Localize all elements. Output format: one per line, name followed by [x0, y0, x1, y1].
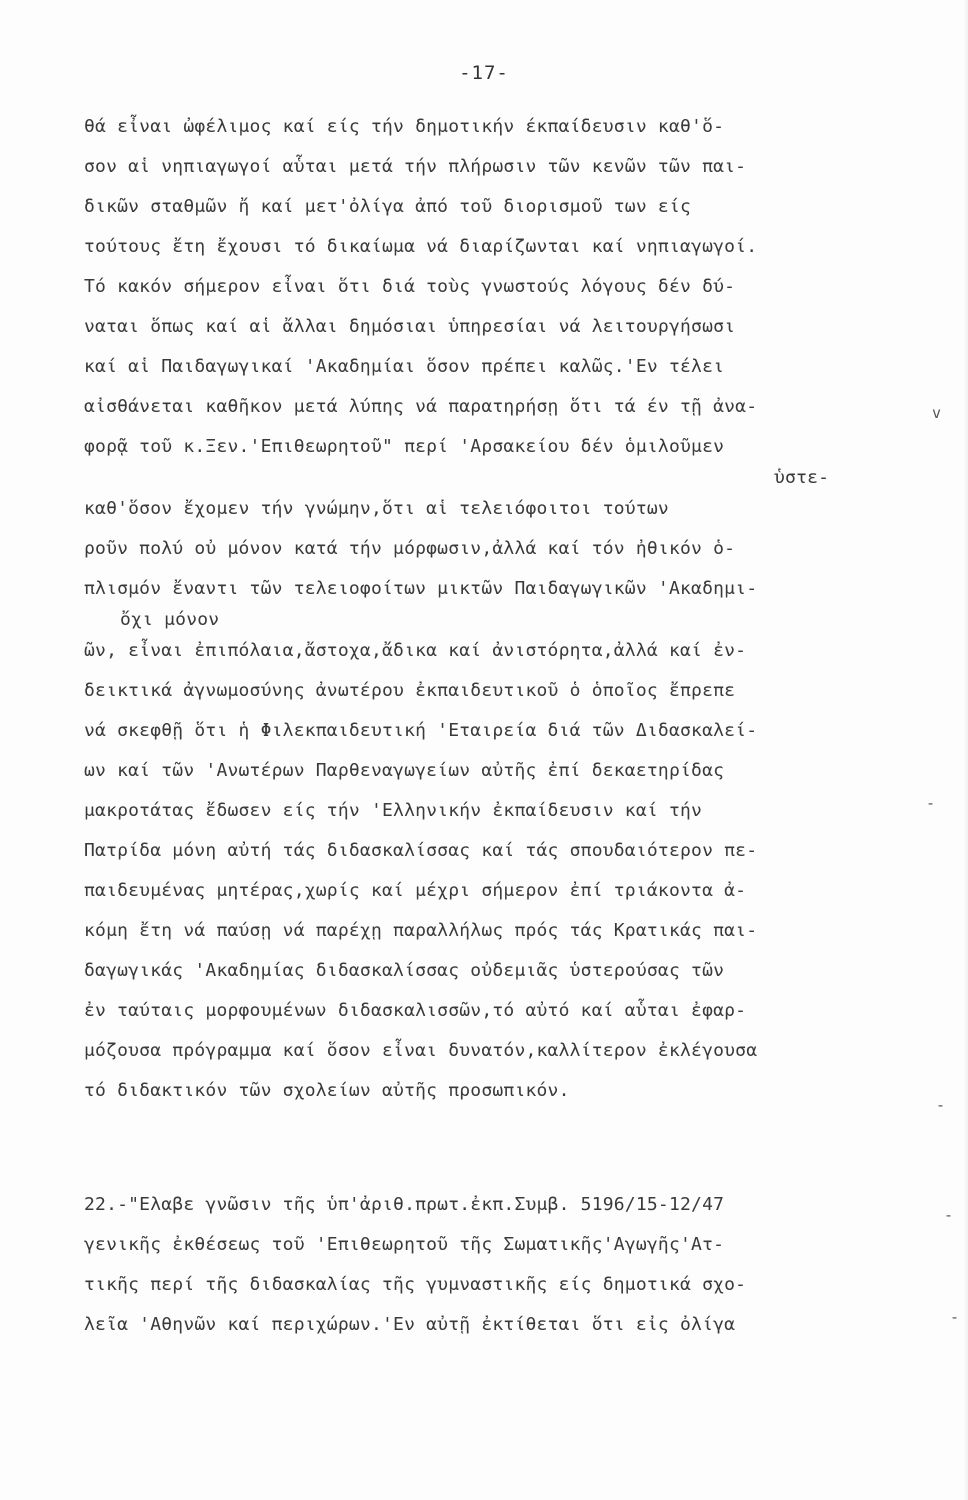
text-line: καί αἱ Παιδαγωγικαί 'Ακαδημίαι ὅσον πρέπει καλῶς.'Εν τέλει — [84, 356, 725, 377]
margin-mark: - — [926, 794, 936, 812]
page-number: -17- — [459, 62, 509, 84]
text-line: Τό κακόν σήμερον εἶναι ὅτι διά τοὺς γνωστούς λόγους δέν δύ- — [84, 276, 736, 297]
text-line: δεικτικά ἀγνωμοσύνης ἀνωτέρου ἐκπαιδευτικοῦ ὁ ὁποῖος ἔπρεπε — [84, 680, 736, 701]
text-line: γενικῆς ἐκθέσεως τοῦ 'Επιθεωρητοῦ τῆς Σωματικῆς'Αγωγῆς'Ατ- — [84, 1234, 725, 1255]
text-line: Πατρίδα μόνη αὐτή τάς διδασκαλίσσας καί τάς σπουδαιότερον πε- — [84, 840, 758, 861]
text-line: δαγωγικάς 'Ακαδημίας διδασκαλίσσας οὐδεμιᾶς ὑστερούσας τῶν — [84, 960, 725, 981]
text-line: θά εἶναι ὠφέλιμος καί είς τήν δημοτικήν έκπαίδευσιν καθ'ὅ- — [84, 116, 725, 137]
text-line: μόζουσα πρόγραμμα καί ὅσον εἶναι δυνατόν,καλλίτερον ἐκλέγουσα — [84, 1040, 758, 1061]
text-line: μακροτάτας ἔδωσεν είς τήν 'Ελληνικήν ἐκπαίδευσιν καί τήν — [84, 800, 703, 821]
scan-edge-shadow — [962, 0, 968, 1500]
text-line: ων καί τῶν 'Ανωτέρων Παρθεναγωγείων αὐτῆς ἐπί δεκαετηρίδας — [84, 760, 725, 781]
text-line: δικῶν σταθμῶν ἤ καί μετ'ὀλίγα ἀπό τοῦ διορισμοῦ των είς — [84, 196, 692, 217]
paragraph-gap — [84, 1111, 914, 1185]
text-line: καθ'ὅσον ἔχομεν τήν γνώμην,ὅτι αἱ τελειόφοιτοι τούτων — [84, 498, 669, 519]
text-line: σον αἱ νηπιαγωγοί αὗται μετά τήν πλήρωσιν τῶν κενῶν τῶν παι- — [84, 156, 747, 177]
text-line: 22.-"Ελαβε γνῶσιν τῆς ὑπ'ἀριθ.πρωτ.ἐκπ.Συμβ. 5196/15-12/47 — [84, 1194, 725, 1215]
text-line: αἰσθάνεται καθῆκον μετά λύπης νά παρατηρήσῃ ὅτι τά έν τῇ ἀνα- — [84, 396, 758, 417]
text-line: λεῖα 'Αθηνῶν καί περιχώρων.'Εν αὐτῇ ἐκτίθεται ὅτι εἰς ὀλίγα — [84, 1314, 736, 1335]
text-line: νά σκεφθῇ ὅτι ἡ Φιλεκπαιδευτική 'Εταιρεία διά τῶν Διδασκαλεί- — [84, 720, 758, 741]
text-line: κόμη ἔτη νά παύσῃ νά παρέχῃ παραλλήλως πρός τάς Κρατικάς παι- — [84, 920, 758, 941]
text-line: ῶν, εἶναι ἐπιπόλαια,ἄστοχα,ἄδικα καί ἀνιστόρητα,ἀλλά καί ἐν- — [84, 640, 747, 661]
text-line: παιδευμένας μητέρας,χωρίς καί μέχρι σήμερον ἐπί τριάκοντα ἀ- — [84, 880, 747, 901]
margin-mark: v — [932, 404, 942, 422]
body-text — [84, 107, 914, 1345]
text-line: φορᾷ τοῦ κ.Ξεν.'Επιθεωρητοῦ" περί 'Αρσακείου δέν ὁμιλοῦμεν — [84, 436, 725, 457]
text-line: πλισμόν ἔναντι τῶν τελειοφοίτων μικτῶν Παιδαγωγικῶν 'Ακαδημι- — [84, 578, 758, 599]
interlinear-correction: ὑστε- — [774, 467, 830, 488]
interlinear-correction: ὄχι μόνον — [120, 609, 220, 630]
margin-mark: - — [936, 1096, 946, 1114]
margin-mark: - — [950, 1308, 960, 1326]
text-line: τούτους ἔτη ἔχουσι τό δικαίωμα νά διαρίζωνται καί νηπιαγωγοί. — [84, 236, 758, 257]
text-line: τικῆς περί τῆς διδασκαλίας τῆς γυμναστικῆς είς δημοτικά σχο- — [84, 1274, 747, 1295]
text-line: ναται ὅπως καί αἱ ἄλλαι δημόσιαι ὑπηρεσίαι νά λειτουργήσωσι — [84, 316, 736, 337]
text-line: τό διδακτικόν τῶν σχολείων αὐτῆς προσωπικόν. — [84, 1080, 570, 1101]
text-line: ροῦν πολύ οὐ μόνον κατά τήν μόρφωσιν,ἀλλά καί τόν ἠθικόν ὁ- — [84, 538, 736, 559]
margin-mark: - — [944, 1206, 954, 1224]
text-line: ἐν ταύταις μορφουμένων διδασκαλισσῶν,τό αὐτό καί αὗται ἐφαρ- — [84, 1000, 747, 1021]
